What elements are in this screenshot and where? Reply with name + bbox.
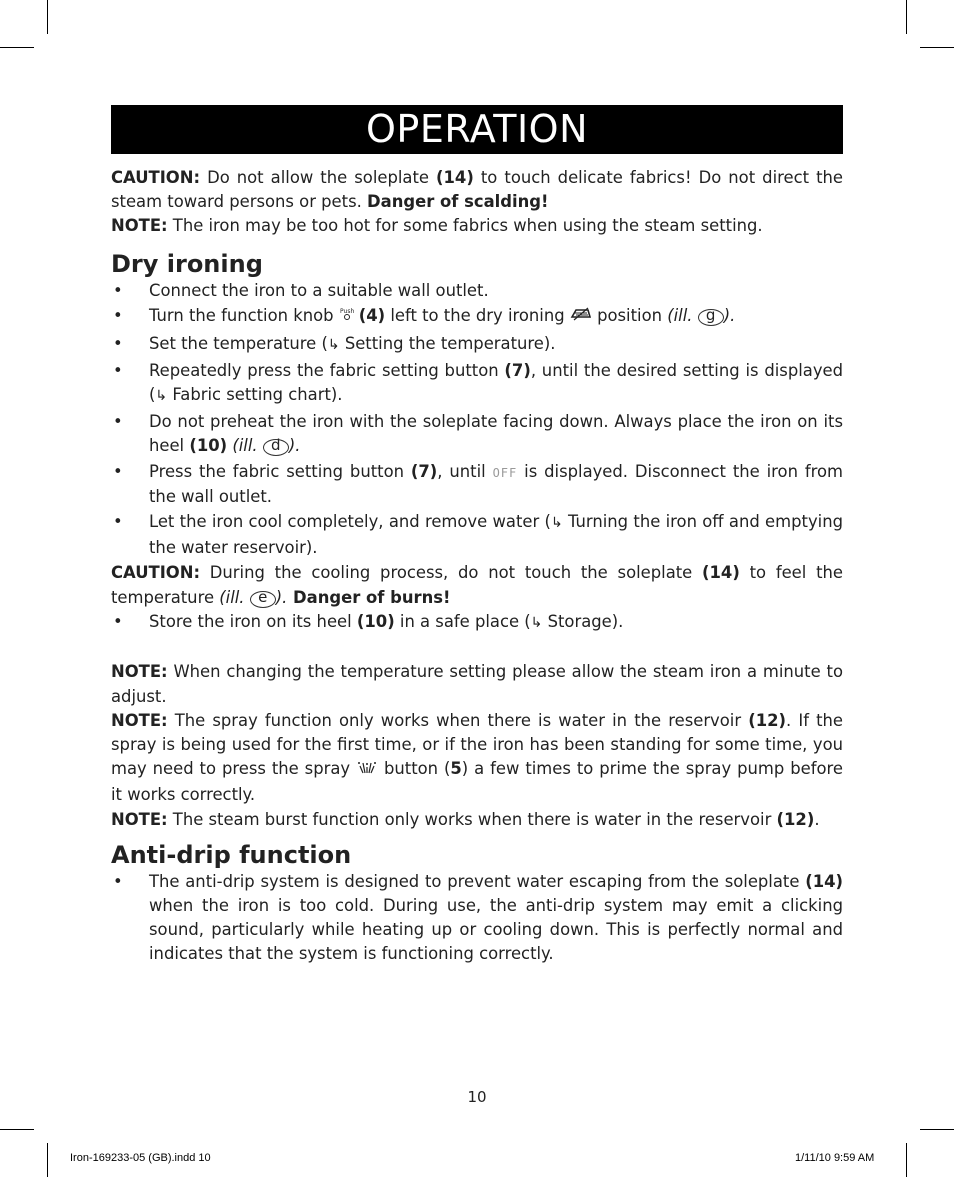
part-ref: (10) <box>189 435 228 455</box>
note-paragraph <box>111 709 843 808</box>
text: when the iron is too cold. During use, the anti-drip system may emit a clicking sound, particularly while heating up or cooling down. This is perfectly normal and indicates that the system is functioning correctly. <box>149 896 843 964</box>
text: , until <box>437 461 493 481</box>
caution-label: CAUTION: <box>111 563 201 583</box>
text: Do not allow the soleplate <box>200 168 437 187</box>
crop-mark <box>0 47 34 48</box>
spray-icon <box>356 763 378 778</box>
danger-text: Danger of scalding! <box>367 192 549 212</box>
dry-iron-icon <box>570 310 592 325</box>
part-ref: 5 <box>450 759 462 779</box>
text: to touch delicate fabrics! Do not direct the steam toward persons or pets. <box>111 168 843 212</box>
text: During the cooling process, do not touch the soleplate <box>200 563 703 583</box>
text: button ( <box>378 759 451 779</box>
caution-paragraph <box>111 561 843 609</box>
caution-label: CAUTION: <box>111 168 201 187</box>
illustration-ref: (ill. <box>219 587 250 607</box>
page-number: 10 <box>467 1088 487 1106</box>
text: Setting the temperature). <box>339 334 556 354</box>
part-ref: (12) <box>776 809 815 829</box>
text: is displayed. Disconnect the iron from the wall outlet. <box>149 461 843 506</box>
text: . <box>814 809 820 829</box>
bullet: • <box>113 871 123 891</box>
text: Storage). <box>542 611 624 631</box>
text: Set the temperature ( <box>149 334 328 354</box>
bullet: • <box>113 512 123 532</box>
reference-arrow-icon: ↳ <box>530 614 543 631</box>
bullet: • <box>113 334 123 354</box>
part-ref: (7) <box>504 360 531 380</box>
part-ref: (10) <box>356 611 395 631</box>
text: Let the iron cool completely, and remove water ( <box>149 512 551 532</box>
crop-mark <box>906 0 907 34</box>
bullet: • <box>113 411 123 431</box>
heading-dry-ironing: Dry ironing <box>111 249 263 278</box>
caution-paragraph <box>111 166 843 214</box>
crop-mark <box>47 1143 48 1177</box>
text: When changing the temperature setting please allow the steam iron a minute to adjust. <box>111 662 843 706</box>
reference-arrow-icon: ↳ <box>327 337 340 354</box>
text: . If the spray is being used for the first time, or if the iron has been standing for some time, you may need to press the spray <box>111 710 844 779</box>
dry-ironing-list <box>111 279 843 560</box>
list-item <box>111 510 843 559</box>
bullet: • <box>113 360 123 380</box>
note-paragraph <box>111 214 843 238</box>
text: Fabric setting chart). <box>167 384 343 404</box>
part-ref: (14) <box>805 871 843 891</box>
list-item <box>111 332 843 357</box>
list-item <box>111 460 843 509</box>
list-item <box>111 610 843 635</box>
note-label: NOTE: <box>111 710 168 730</box>
list-item <box>111 304 843 330</box>
text: Connect the iron to a suitable wall outlet. <box>149 280 489 300</box>
text: The iron may be too hot for some fabrics when using the steam setting. <box>167 216 763 236</box>
bullet: • <box>113 280 123 300</box>
text: ). <box>288 435 301 455</box>
illustration-letter: e <box>250 591 276 608</box>
text: left to the dry ironing <box>385 306 570 326</box>
text: The steam burst function only works when there is water in the reservoir <box>167 809 777 829</box>
list-item <box>111 279 843 303</box>
crop-mark <box>0 1129 34 1130</box>
reference-arrow-icon: ↳ <box>155 387 168 404</box>
list-item <box>111 359 843 408</box>
text: ) a few times to prime the spray pump before it works correctly. <box>111 759 843 805</box>
note-label: NOTE: <box>111 216 168 236</box>
text: in a safe place ( <box>394 611 531 631</box>
bullet: • <box>113 611 123 631</box>
text: The anti-drip system is designed to prevent water escaping from the soleplate <box>149 871 806 891</box>
text: ). <box>275 587 288 607</box>
text: , until the desired setting is displayed ( <box>149 360 844 404</box>
note-paragraph <box>111 660 843 708</box>
crop-mark <box>906 1143 907 1177</box>
text: ). <box>723 306 736 326</box>
push-knob-icon <box>339 310 359 325</box>
part-ref: (14) <box>702 563 740 583</box>
bullet: • <box>113 306 123 326</box>
part-ref: (14) <box>436 168 474 187</box>
page-content <box>111 166 843 968</box>
danger-text: Danger of burns! <box>287 587 451 607</box>
reference-arrow-icon: ↳ <box>550 515 563 532</box>
illustration-ref: (ill. <box>227 435 263 455</box>
text: Repeatedly press the fabric setting button <box>149 360 505 380</box>
note-label: NOTE: <box>111 809 168 829</box>
list-item <box>111 410 843 458</box>
section-banner <box>111 105 843 154</box>
list-item <box>111 870 843 967</box>
slug-file-info: Iron-169233-05 (GB).indd 10 <box>70 1152 211 1164</box>
spacer <box>111 636 843 660</box>
part-ref: (7) <box>410 461 438 481</box>
illustration-letter: g <box>698 309 724 326</box>
heading-anti-drip: Anti-drip function <box>111 840 352 869</box>
text: to feel the temperature <box>111 563 843 607</box>
text: position <box>591 306 668 326</box>
text: Press the fabric setting button <box>149 461 411 481</box>
part-ref: (4) <box>358 306 386 326</box>
text: Store the iron on its heel <box>149 611 357 631</box>
note-paragraph <box>111 808 843 832</box>
crop-mark <box>920 47 954 48</box>
illustration-letter: d <box>263 439 289 456</box>
crop-mark <box>920 1129 954 1130</box>
svg-text:Push: Push <box>339 308 355 316</box>
section-title: OPERATION <box>366 107 588 151</box>
text: The spray function only works when there is water in the reservoir <box>167 710 749 730</box>
bullet: • <box>113 461 123 481</box>
text: Turning the iron off and emptying the water reservoir). <box>149 512 843 557</box>
illustration-ref: (ill. <box>667 306 698 326</box>
text: Turn the function knob <box>149 306 339 326</box>
note-label: NOTE: <box>111 662 168 682</box>
slug-date-time: 1/11/10 9:59 AM <box>795 1152 875 1164</box>
storage-list <box>111 610 843 635</box>
lcd-off-display: OFF <box>492 465 518 480</box>
crop-mark <box>47 0 48 34</box>
text: Do not preheat the iron with the soleplate facing down. Always place the iron on its heel <box>149 411 843 455</box>
anti-drip-list <box>111 870 843 967</box>
part-ref: (12) <box>748 710 787 730</box>
